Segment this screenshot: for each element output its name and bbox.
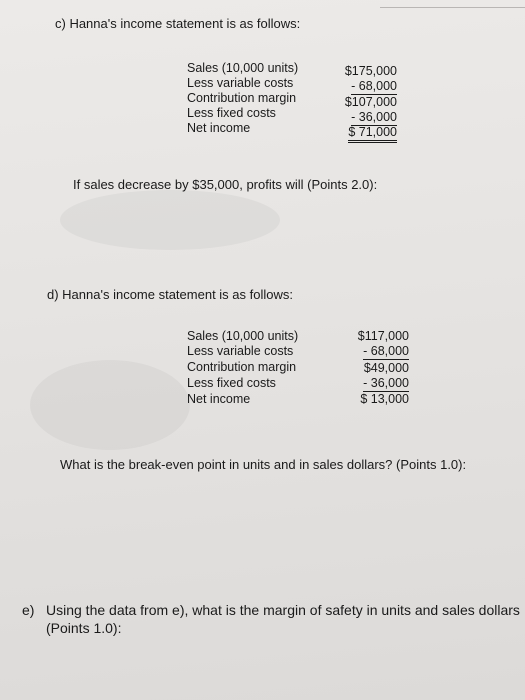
section-c-label-variable-costs: Less variable costs	[187, 76, 294, 90]
section-d-question: What is the break-even point in units and in sales dollars? (Points 1.0):	[60, 457, 467, 472]
section-c-question: If sales decrease by $35,000, profits will (Points 2.0):	[73, 177, 378, 192]
section-d-label-net-income: Net income	[187, 392, 251, 406]
section-d-value-net-income: $ 13,000	[360, 392, 409, 406]
section-d-label-contribution-margin: Contribution margin	[187, 360, 297, 374]
section-c-value-contribution-margin: $107,000	[344, 95, 397, 109]
section-c-heading: c) Hanna's income statement is as follows:	[55, 16, 301, 31]
section-c-value-sales: $175,000	[344, 64, 397, 78]
section-d-label-fixed-costs: Less fixed costs	[187, 376, 276, 390]
section-d-value-sales: $117,000	[357, 329, 409, 343]
section-c-label-net-income: Net income	[187, 121, 251, 135]
section-d-value-contribution-margin: $49,000	[363, 361, 409, 375]
section-d-heading: d) Hanna's income statement is as follows:	[47, 287, 293, 302]
section-c-value-variable-costs: - 68,000	[351, 79, 397, 93]
section-d-value-variable-costs: - 68,000	[363, 344, 409, 358]
page-edge-line	[380, 7, 525, 8]
section-c-value-net-income: $ 71,000	[348, 125, 397, 143]
section-c-label-sales: Sales (10,000 units)	[187, 61, 299, 75]
section-e-question-line2: (Points 1.0):	[46, 620, 122, 636]
section-d-label-variable-costs: Less variable costs	[187, 344, 294, 358]
section-d-value-fixed-costs: - 36,000	[363, 376, 409, 390]
section-e-label: e)	[22, 602, 35, 618]
section-c-value-fixed-costs: - 36,000	[351, 110, 397, 124]
section-c-label-contribution-margin: Contribution margin	[187, 91, 297, 105]
section-c-label-fixed-costs: Less fixed costs	[187, 106, 276, 120]
faint-shadow	[60, 190, 280, 250]
section-e-question-line1: Using the data from e), what is the margin of safety in units and sales dollars	[46, 602, 520, 618]
section-d-label-sales: Sales (10,000 units)	[187, 329, 299, 343]
faint-shadow	[30, 360, 190, 450]
